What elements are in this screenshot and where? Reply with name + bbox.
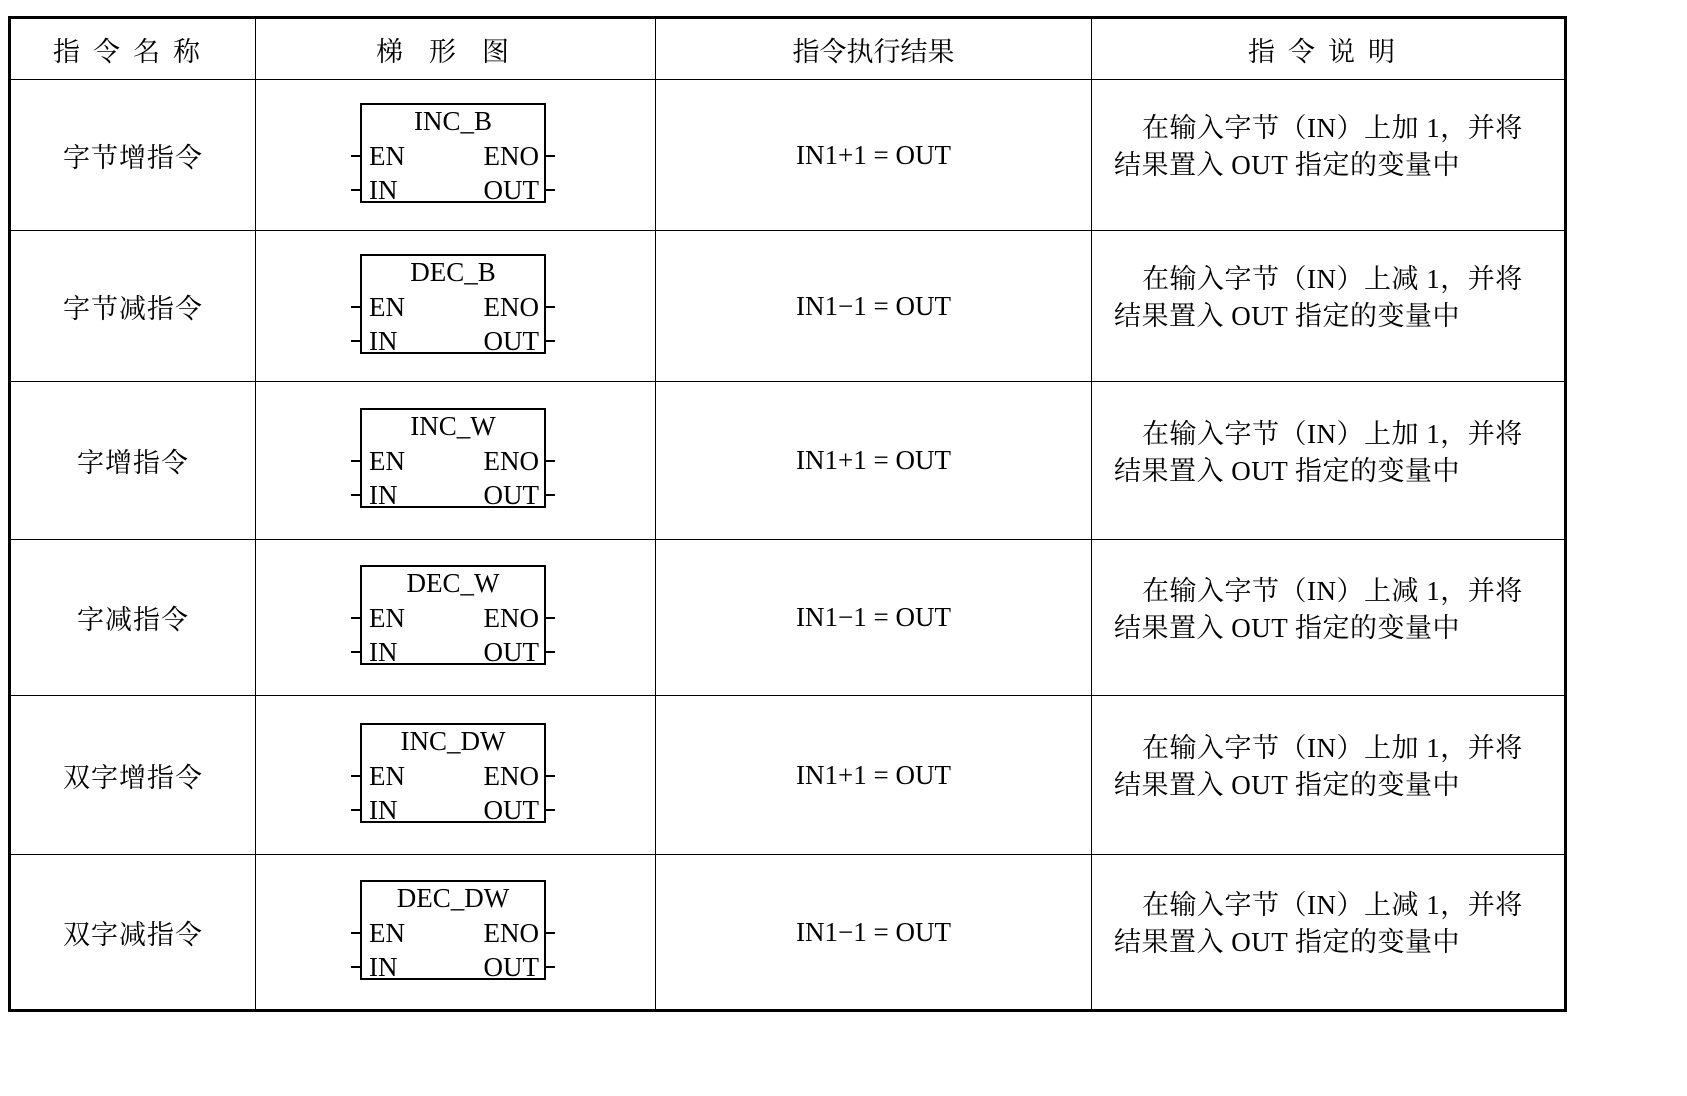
in-wire-stub [351, 809, 361, 811]
ladder-diagram-cell [256, 382, 656, 540]
description-line-2: 结果置入 OUT 指定的变量中 [1114, 770, 1461, 800]
in-pin-label: IN [369, 480, 398, 510]
description-line-1: 在输入字节（IN）上加 1，并将 [1142, 733, 1523, 763]
out-pin-label: OUT [483, 175, 539, 205]
in-wire-stub [351, 966, 361, 968]
eno-pin-label: ENO [483, 141, 539, 171]
function-block-title: INC_B [413, 106, 492, 136]
out-pin-label: OUT [483, 326, 539, 356]
out-wire-stub [545, 966, 555, 968]
in-wire-stub [351, 651, 361, 653]
function-block [360, 408, 546, 508]
en-pin-label: EN [369, 141, 405, 171]
instruction-name: 字节增指令 [10, 80, 256, 231]
description-line-2: 结果置入 OUT 指定的变量中 [1114, 455, 1461, 486]
ladder-diagram-cell [256, 696, 656, 855]
in-pin-label: IN [369, 326, 398, 356]
description-line-1: 在输入字节（IN）上加 1，并将 [1142, 418, 1523, 449]
out-wire-stub [545, 651, 555, 653]
eno-wire-stub [545, 306, 555, 308]
instruction-description [1092, 80, 1566, 231]
in-wire-stub [351, 340, 361, 342]
table-row [10, 231, 1566, 382]
out-pin-label: OUT [483, 480, 539, 510]
eno-wire-stub [545, 155, 555, 157]
out-pin-label: OUT [483, 637, 539, 667]
eno-pin-label: ENO [483, 292, 539, 322]
instruction-name: 字减指令 [10, 540, 256, 696]
function-block-title: DEC_W [406, 568, 500, 598]
instruction-description [1092, 231, 1566, 382]
out-pin-label: OUT [483, 795, 539, 825]
table-row [10, 855, 1566, 1011]
description-line-1: 在输入字节（IN）上加 1，并将 [1142, 113, 1523, 143]
header-name: 指令名称 [10, 18, 256, 80]
instruction-table [8, 16, 1567, 1012]
instruction-name: 字增指令 [10, 382, 256, 540]
eno-pin-label: ENO [483, 603, 539, 633]
instruction-description [1092, 696, 1566, 855]
en-wire-stub [351, 775, 361, 777]
in-wire-stub [351, 494, 361, 496]
table-row [10, 540, 1566, 696]
out-wire-stub [545, 809, 555, 811]
eno-wire-stub [545, 460, 555, 462]
description-line-2: 结果置入 OUT 指定的变量中 [1114, 927, 1461, 957]
function-block [360, 254, 546, 354]
instruction-description [1092, 382, 1566, 540]
instruction-name: 字节减指令 [10, 231, 256, 382]
function-block [360, 880, 546, 980]
out-wire-stub [545, 494, 555, 496]
table-row [10, 696, 1566, 855]
header-desc: 指令说明 [1092, 18, 1566, 80]
in-pin-label: IN [369, 795, 398, 825]
function-block [360, 565, 546, 665]
in-pin-label: IN [369, 952, 398, 982]
execution-result: IN1+1 = OUT [656, 382, 1092, 540]
execution-result: IN1−1 = OUT [656, 855, 1092, 1011]
ladder-diagram-cell [256, 855, 656, 1011]
ladder-diagram-cell [256, 80, 656, 231]
header-result: 指令执行结果 [656, 18, 1092, 80]
execution-result: IN1+1 = OUT [656, 696, 1092, 855]
eno-pin-label: ENO [483, 918, 539, 948]
en-wire-stub [351, 617, 361, 619]
function-block [360, 103, 546, 203]
en-pin-label: EN [369, 918, 405, 948]
function-block-title: DEC_DW [396, 883, 510, 913]
execution-result: IN1−1 = OUT [656, 231, 1092, 382]
instruction-table-wrapper [8, 16, 1567, 1012]
description-line-2: 结果置入 OUT 指定的变量中 [1114, 150, 1461, 180]
out-wire-stub [545, 340, 555, 342]
description-line-2: 结果置入 OUT 指定的变量中 [1114, 612, 1461, 643]
header-ladder: 梯形图 [256, 18, 656, 80]
instruction-name: 双字增指令 [10, 696, 256, 855]
table-row [10, 80, 1566, 231]
en-wire-stub [351, 932, 361, 934]
in-wire-stub [351, 189, 361, 191]
en-wire-stub [351, 306, 361, 308]
instruction-name: 双字减指令 [10, 855, 256, 1011]
en-pin-label: EN [369, 761, 405, 791]
description-line-1: 在输入字节（IN）上减 1，并将 [1142, 575, 1523, 606]
en-wire-stub [351, 155, 361, 157]
eno-wire-stub [545, 932, 555, 934]
function-block-title: DEC_B [410, 257, 496, 287]
eno-pin-label: ENO [483, 446, 539, 476]
description-line-1: 在输入字节（IN）上减 1，并将 [1142, 264, 1523, 294]
in-pin-label: IN [369, 175, 398, 205]
en-pin-label: EN [369, 446, 405, 476]
execution-result: IN1+1 = OUT [656, 80, 1092, 231]
eno-wire-stub [545, 617, 555, 619]
ladder-diagram-cell [256, 231, 656, 382]
function-block-title: INC_W [410, 411, 496, 441]
out-wire-stub [545, 189, 555, 191]
function-block-title: INC_DW [400, 726, 506, 756]
table-body [10, 80, 1566, 1011]
eno-pin-label: ENO [483, 761, 539, 791]
en-pin-label: EN [369, 603, 405, 633]
table-row [10, 382, 1566, 540]
instruction-description [1092, 540, 1566, 696]
in-pin-label: IN [369, 637, 398, 667]
description-line-2: 结果置入 OUT 指定的变量中 [1114, 301, 1461, 331]
ladder-diagram-cell [256, 540, 656, 696]
en-pin-label: EN [369, 292, 405, 322]
out-pin-label: OUT [483, 952, 539, 982]
execution-result: IN1−1 = OUT [656, 540, 1092, 696]
eno-wire-stub [545, 775, 555, 777]
function-block [360, 723, 546, 823]
description-line-1: 在输入字节（IN）上减 1，并将 [1142, 890, 1523, 920]
instruction-description [1092, 855, 1566, 1011]
header-row [10, 18, 1566, 80]
en-wire-stub [351, 460, 361, 462]
